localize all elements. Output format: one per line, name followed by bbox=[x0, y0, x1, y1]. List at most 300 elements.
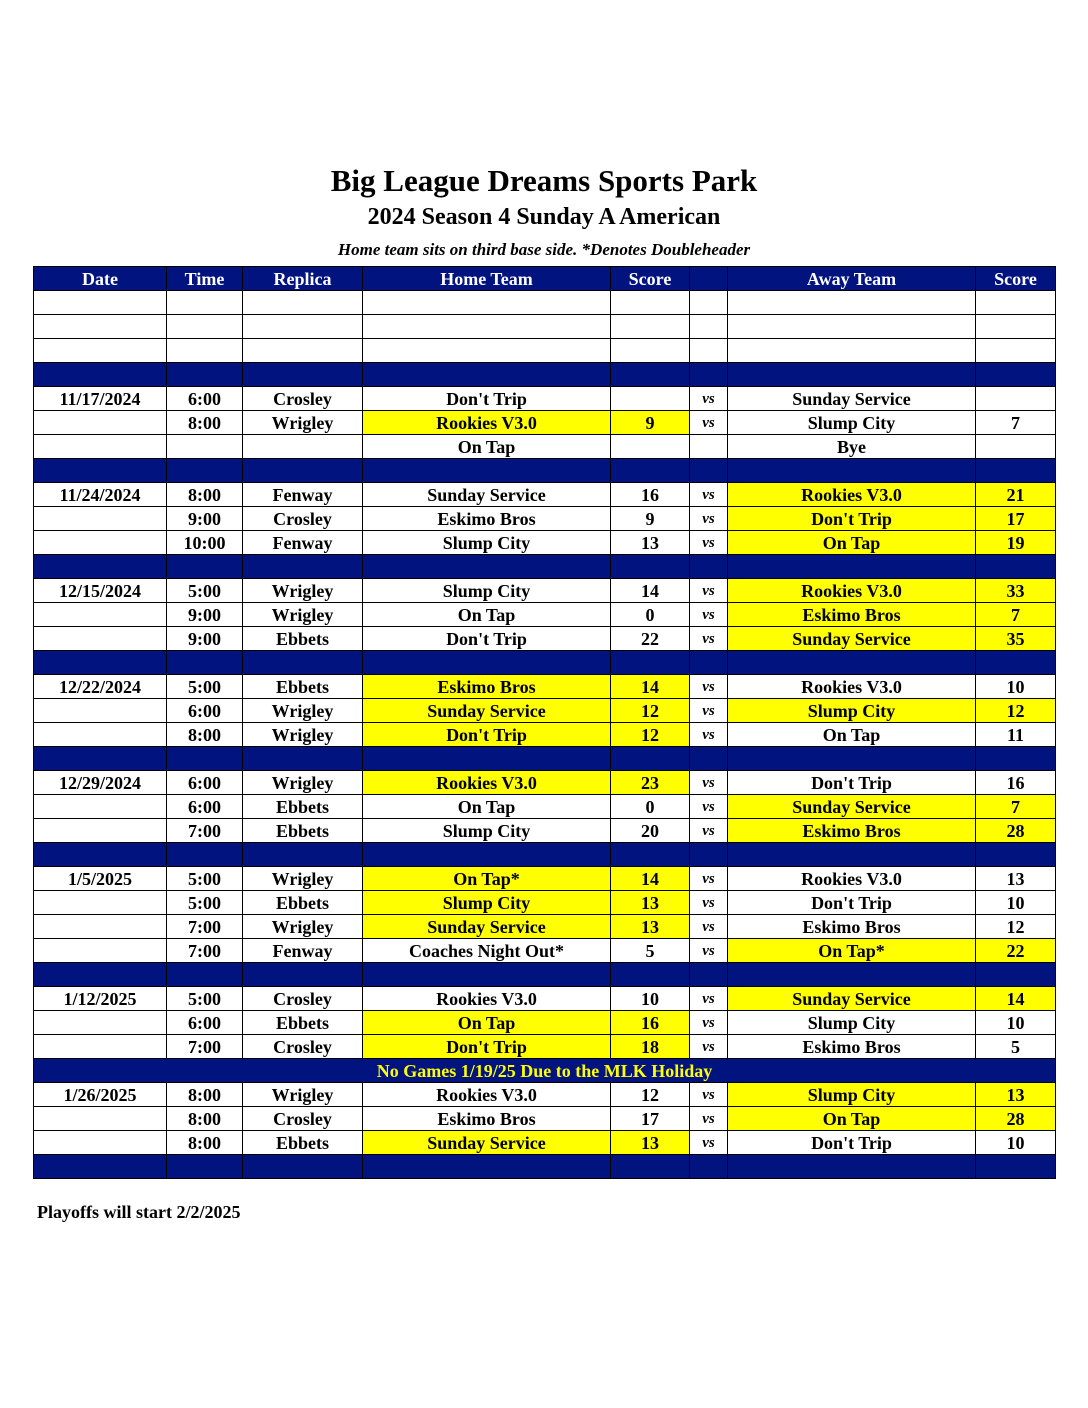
game-row bbox=[34, 915, 1056, 939]
home-score-cell: 9 bbox=[611, 507, 690, 531]
date-cell bbox=[34, 507, 167, 531]
away-team-cell: Eskimo Bros bbox=[728, 915, 976, 939]
separator-cell bbox=[611, 747, 690, 771]
vs-cell: vs bbox=[690, 1107, 728, 1131]
home-score-cell: 20 bbox=[611, 819, 690, 843]
game-row bbox=[34, 1083, 1056, 1107]
replica-cell: Crosley bbox=[243, 1035, 363, 1059]
away-team-cell: Sunday Service bbox=[728, 627, 976, 651]
home-team-cell: On Tap bbox=[363, 1011, 611, 1035]
away-team-cell: Eskimo Bros bbox=[728, 603, 976, 627]
separator-cell bbox=[167, 555, 243, 579]
away-score-cell: 10 bbox=[976, 1131, 1056, 1155]
away-team-cell: Eskimo Bros bbox=[728, 819, 976, 843]
time-cell: 9:00 bbox=[167, 507, 243, 531]
replica-cell: Ebbets bbox=[243, 627, 363, 651]
separator-cell bbox=[34, 363, 167, 387]
home-team-cell: On Tap bbox=[363, 435, 611, 459]
separator-cell bbox=[167, 963, 243, 987]
page-title: Big League Dreams Sports Park bbox=[330, 163, 758, 198]
vs-cell: vs bbox=[690, 483, 728, 507]
date-cell bbox=[34, 435, 167, 459]
blank-cell bbox=[611, 291, 690, 315]
home-team-cell: Slump City bbox=[363, 579, 611, 603]
away-score-cell: 19 bbox=[976, 531, 1056, 555]
time-cell: 10:00 bbox=[167, 531, 243, 555]
time-cell: 8:00 bbox=[167, 723, 243, 747]
date-cell bbox=[34, 603, 167, 627]
separator-cell bbox=[243, 747, 363, 771]
away-score-cell: 21 bbox=[976, 483, 1056, 507]
away-score-cell: 13 bbox=[976, 867, 1056, 891]
separator-cell bbox=[34, 555, 167, 579]
home-team-cell: Don't Trip bbox=[363, 723, 611, 747]
game-row bbox=[34, 771, 1056, 795]
away-score-cell: 12 bbox=[976, 699, 1056, 723]
date-cell: 11/24/2024 bbox=[34, 483, 167, 507]
home-score-cell: 17 bbox=[611, 1107, 690, 1131]
blank-row bbox=[34, 315, 1056, 339]
away-score-cell bbox=[976, 387, 1056, 411]
away-team-cell: Sunday Service bbox=[728, 987, 976, 1011]
col-header-home-score: Score bbox=[611, 267, 690, 291]
away-score-cell: 14 bbox=[976, 987, 1056, 1011]
date-cell: 1/12/2025 bbox=[34, 987, 167, 1011]
away-score-cell: 7 bbox=[976, 795, 1056, 819]
away-score-cell: 16 bbox=[976, 771, 1056, 795]
game-row bbox=[34, 1035, 1056, 1059]
vs-cell: vs bbox=[690, 411, 728, 435]
home-team-cell: Eskimo Bros bbox=[363, 1107, 611, 1131]
home-team-cell: Sunday Service bbox=[363, 915, 611, 939]
col-header-replica: Replica bbox=[243, 267, 363, 291]
separator-cell bbox=[167, 747, 243, 771]
away-team-cell: On Tap* bbox=[728, 939, 976, 963]
blank-cell bbox=[243, 291, 363, 315]
separator-cell bbox=[243, 363, 363, 387]
vs-cell: vs bbox=[690, 1083, 728, 1107]
replica-cell: Crosley bbox=[243, 507, 363, 531]
game-row bbox=[34, 531, 1056, 555]
time-cell: 6:00 bbox=[167, 699, 243, 723]
away-team-cell: Sunday Service bbox=[728, 387, 976, 411]
separator-cell bbox=[34, 459, 167, 483]
home-team-cell: Rookies V3.0 bbox=[363, 771, 611, 795]
home-team-cell: Slump City bbox=[363, 819, 611, 843]
game-row bbox=[34, 627, 1056, 651]
separator-row bbox=[34, 363, 1056, 387]
replica-cell: Fenway bbox=[243, 483, 363, 507]
time-cell: 6:00 bbox=[167, 387, 243, 411]
home-team-cell: Don't Trip bbox=[363, 387, 611, 411]
replica-cell: Ebbets bbox=[243, 675, 363, 699]
home-score-cell: 23 bbox=[611, 771, 690, 795]
blank-cell bbox=[728, 291, 976, 315]
home-team-cell: On Tap bbox=[363, 795, 611, 819]
away-team-cell: Rookies V3.0 bbox=[728, 867, 976, 891]
time-cell: 7:00 bbox=[167, 915, 243, 939]
vs-cell: vs bbox=[690, 939, 728, 963]
game-row bbox=[34, 1107, 1056, 1131]
away-team-cell: Don't Trip bbox=[728, 771, 976, 795]
date-cell: 12/22/2024 bbox=[34, 675, 167, 699]
blank-cell bbox=[728, 315, 976, 339]
separator-row bbox=[34, 747, 1056, 771]
date-cell bbox=[34, 627, 167, 651]
vs-cell: vs bbox=[690, 915, 728, 939]
away-score-cell: 17 bbox=[976, 507, 1056, 531]
separator-cell bbox=[976, 459, 1056, 483]
col-header-time: Time bbox=[167, 267, 243, 291]
time-cell: 7:00 bbox=[167, 939, 243, 963]
separator-cell bbox=[976, 843, 1056, 867]
separator-cell bbox=[728, 651, 976, 675]
time-cell: 5:00 bbox=[167, 675, 243, 699]
date-cell: 12/15/2024 bbox=[34, 579, 167, 603]
separator-cell bbox=[363, 651, 611, 675]
home-score-cell: 16 bbox=[611, 1011, 690, 1035]
separator-row bbox=[34, 459, 1056, 483]
separator-cell bbox=[243, 651, 363, 675]
replica-cell bbox=[243, 435, 363, 459]
home-score-cell: 12 bbox=[611, 723, 690, 747]
blank-row bbox=[34, 291, 1056, 315]
blank-cell bbox=[243, 339, 363, 363]
game-row bbox=[34, 483, 1056, 507]
blank-cell bbox=[167, 315, 243, 339]
home-team-cell: Sunday Service bbox=[363, 1131, 611, 1155]
away-score-cell: 28 bbox=[976, 1107, 1056, 1131]
blank-cell bbox=[728, 339, 976, 363]
separator-cell bbox=[976, 1155, 1056, 1179]
replica-cell: Ebbets bbox=[243, 795, 363, 819]
away-score-cell: 5 bbox=[976, 1035, 1056, 1059]
time-cell: 9:00 bbox=[167, 627, 243, 651]
separator-cell bbox=[167, 1155, 243, 1179]
away-score-cell bbox=[976, 435, 1056, 459]
separator-cell bbox=[976, 363, 1056, 387]
home-score-cell: 13 bbox=[611, 1131, 690, 1155]
schedule-note: Home team sits on third base side. *Denotes Doubleheader bbox=[337, 240, 751, 259]
separator-cell bbox=[167, 363, 243, 387]
header-row bbox=[34, 267, 1056, 291]
separator-cell bbox=[690, 1155, 728, 1179]
separator-cell bbox=[363, 747, 611, 771]
game-row bbox=[34, 1131, 1056, 1155]
game-row bbox=[34, 603, 1056, 627]
time-cell: 5:00 bbox=[167, 891, 243, 915]
away-score-cell: 11 bbox=[976, 723, 1056, 747]
schedule-body bbox=[34, 291, 1056, 1179]
home-score-cell bbox=[611, 435, 690, 459]
separator-cell bbox=[690, 843, 728, 867]
separator-cell bbox=[34, 1155, 167, 1179]
date-cell bbox=[34, 939, 167, 963]
home-score-cell: 10 bbox=[611, 987, 690, 1011]
separator-cell bbox=[363, 963, 611, 987]
vs-cell: vs bbox=[690, 387, 728, 411]
separator-row bbox=[34, 651, 1056, 675]
replica-cell: Wrigley bbox=[243, 915, 363, 939]
date-cell bbox=[34, 1011, 167, 1035]
home-team-cell: Eskimo Bros bbox=[363, 675, 611, 699]
separator-cell bbox=[728, 843, 976, 867]
home-score-cell: 16 bbox=[611, 483, 690, 507]
replica-cell: Wrigley bbox=[243, 699, 363, 723]
separator-cell bbox=[363, 555, 611, 579]
date-cell bbox=[34, 699, 167, 723]
date-cell bbox=[34, 1035, 167, 1059]
game-row bbox=[34, 723, 1056, 747]
vs-cell: vs bbox=[690, 795, 728, 819]
vs-cell: vs bbox=[690, 579, 728, 603]
blank-cell bbox=[167, 291, 243, 315]
vs-cell: vs bbox=[690, 723, 728, 747]
game-row bbox=[34, 435, 1056, 459]
col-header-vs bbox=[690, 267, 728, 291]
replica-cell: Wrigley bbox=[243, 411, 363, 435]
vs-cell bbox=[690, 435, 728, 459]
date-cell bbox=[34, 891, 167, 915]
separator-cell bbox=[243, 1155, 363, 1179]
replica-cell: Wrigley bbox=[243, 603, 363, 627]
blank-cell bbox=[363, 291, 611, 315]
away-team-cell: On Tap bbox=[728, 531, 976, 555]
away-team-cell: On Tap bbox=[728, 723, 976, 747]
game-row bbox=[34, 1011, 1056, 1035]
separator-cell bbox=[690, 363, 728, 387]
col-header-home-team: Home Team bbox=[363, 267, 611, 291]
home-team-cell: Slump City bbox=[363, 891, 611, 915]
separator-cell bbox=[611, 1155, 690, 1179]
separator-cell bbox=[611, 459, 690, 483]
separator-cell bbox=[728, 963, 976, 987]
away-team-cell: On Tap bbox=[728, 1107, 976, 1131]
date-cell bbox=[34, 915, 167, 939]
vs-cell: vs bbox=[690, 531, 728, 555]
time-cell: 5:00 bbox=[167, 579, 243, 603]
replica-cell: Ebbets bbox=[243, 891, 363, 915]
game-row bbox=[34, 579, 1056, 603]
blank-cell bbox=[976, 315, 1056, 339]
away-team-cell: Don't Trip bbox=[728, 1131, 976, 1155]
home-score-cell: 13 bbox=[611, 891, 690, 915]
replica-cell: Crosley bbox=[243, 387, 363, 411]
game-row bbox=[34, 987, 1056, 1011]
away-team-cell: Slump City bbox=[728, 1011, 976, 1035]
separator-cell bbox=[243, 963, 363, 987]
separator-cell bbox=[34, 963, 167, 987]
separator-cell bbox=[611, 963, 690, 987]
time-cell: 8:00 bbox=[167, 1107, 243, 1131]
vs-cell: vs bbox=[690, 987, 728, 1011]
replica-cell: Ebbets bbox=[243, 819, 363, 843]
vs-cell: vs bbox=[690, 699, 728, 723]
home-team-cell: Rookies V3.0 bbox=[363, 1083, 611, 1107]
away-team-cell: Bye bbox=[728, 435, 976, 459]
time-cell: 9:00 bbox=[167, 603, 243, 627]
time-cell: 7:00 bbox=[167, 1035, 243, 1059]
date-cell bbox=[34, 1107, 167, 1131]
replica-cell: Wrigley bbox=[243, 867, 363, 891]
game-row bbox=[34, 819, 1056, 843]
blank-cell bbox=[167, 339, 243, 363]
date-cell: 12/29/2024 bbox=[34, 771, 167, 795]
replica-cell: Wrigley bbox=[243, 771, 363, 795]
away-team-cell: Slump City bbox=[728, 1083, 976, 1107]
game-row bbox=[34, 939, 1056, 963]
col-header-date: Date bbox=[34, 267, 167, 291]
separator-cell bbox=[363, 1155, 611, 1179]
vs-cell: vs bbox=[690, 627, 728, 651]
separator-cell bbox=[611, 651, 690, 675]
time-cell: 7:00 bbox=[167, 819, 243, 843]
separator-cell bbox=[690, 459, 728, 483]
replica-cell: Wrigley bbox=[243, 1083, 363, 1107]
separator-cell bbox=[167, 843, 243, 867]
blank-cell bbox=[34, 315, 167, 339]
game-row bbox=[34, 867, 1056, 891]
time-cell: 8:00 bbox=[167, 483, 243, 507]
blank-cell bbox=[976, 339, 1056, 363]
home-score-cell: 13 bbox=[611, 915, 690, 939]
time-cell: 6:00 bbox=[167, 1011, 243, 1035]
away-team-cell: Rookies V3.0 bbox=[728, 675, 976, 699]
away-score-cell: 12 bbox=[976, 915, 1056, 939]
away-score-cell: 22 bbox=[976, 939, 1056, 963]
separator-cell bbox=[34, 651, 167, 675]
separator-row bbox=[34, 1155, 1056, 1179]
home-team-cell: Eskimo Bros bbox=[363, 507, 611, 531]
vs-cell: vs bbox=[690, 819, 728, 843]
date-cell bbox=[34, 795, 167, 819]
time-cell: 5:00 bbox=[167, 987, 243, 1011]
away-score-cell: 13 bbox=[976, 1083, 1056, 1107]
separator-cell bbox=[976, 747, 1056, 771]
away-team-cell: Rookies V3.0 bbox=[728, 579, 976, 603]
vs-cell: vs bbox=[690, 867, 728, 891]
away-team-cell: Sunday Service bbox=[728, 795, 976, 819]
away-score-cell: 10 bbox=[976, 675, 1056, 699]
blank-row bbox=[34, 339, 1056, 363]
blank-cell bbox=[611, 339, 690, 363]
away-score-cell: 10 bbox=[976, 1011, 1056, 1035]
home-team-cell: Sunday Service bbox=[363, 699, 611, 723]
replica-cell: Crosley bbox=[243, 987, 363, 1011]
replica-cell: Wrigley bbox=[243, 579, 363, 603]
separator-cell bbox=[167, 459, 243, 483]
time-cell bbox=[167, 435, 243, 459]
blank-cell bbox=[690, 291, 728, 315]
vs-cell: vs bbox=[690, 891, 728, 915]
game-row bbox=[34, 507, 1056, 531]
separator-cell bbox=[243, 555, 363, 579]
date-cell: 1/5/2025 bbox=[34, 867, 167, 891]
date-cell bbox=[34, 411, 167, 435]
time-cell: 6:00 bbox=[167, 771, 243, 795]
holiday-notice: No Games 1/19/25 Due to the MLK Holiday bbox=[34, 1059, 1056, 1083]
separator-cell bbox=[976, 555, 1056, 579]
away-score-cell: 35 bbox=[976, 627, 1056, 651]
vs-cell: vs bbox=[690, 1131, 728, 1155]
time-cell: 8:00 bbox=[167, 1131, 243, 1155]
separator-cell bbox=[728, 747, 976, 771]
blank-cell bbox=[690, 315, 728, 339]
separator-cell bbox=[363, 363, 611, 387]
replica-cell: Fenway bbox=[243, 939, 363, 963]
blank-cell bbox=[690, 339, 728, 363]
playoffs-note: Playoffs will start 2/2/2025 bbox=[37, 1202, 241, 1222]
home-team-cell: Rookies V3.0 bbox=[363, 987, 611, 1011]
separator-cell bbox=[728, 1155, 976, 1179]
date-cell: 11/17/2024 bbox=[34, 387, 167, 411]
home-score-cell: 5 bbox=[611, 939, 690, 963]
home-score-cell: 18 bbox=[611, 1035, 690, 1059]
blank-cell bbox=[34, 339, 167, 363]
schedule-table bbox=[33, 266, 1056, 1179]
date-cell bbox=[34, 531, 167, 555]
separator-cell bbox=[690, 555, 728, 579]
away-team-cell: Eskimo Bros bbox=[728, 1035, 976, 1059]
separator-cell bbox=[728, 555, 976, 579]
date-cell: 1/26/2025 bbox=[34, 1083, 167, 1107]
separator-cell bbox=[690, 963, 728, 987]
away-score-cell: 7 bbox=[976, 603, 1056, 627]
home-team-cell: Don't Trip bbox=[363, 627, 611, 651]
vs-cell: vs bbox=[690, 771, 728, 795]
home-team-cell: On Tap bbox=[363, 603, 611, 627]
home-score-cell: 14 bbox=[611, 675, 690, 699]
home-score-cell: 13 bbox=[611, 531, 690, 555]
replica-cell: Crosley bbox=[243, 1107, 363, 1131]
away-score-cell: 7 bbox=[976, 411, 1056, 435]
away-team-cell: Don't Trip bbox=[728, 891, 976, 915]
blank-cell bbox=[243, 315, 363, 339]
time-cell: 6:00 bbox=[167, 795, 243, 819]
away-team-cell: Slump City bbox=[728, 699, 976, 723]
separator-cell bbox=[611, 843, 690, 867]
home-score-cell: 0 bbox=[611, 603, 690, 627]
away-team-cell: Slump City bbox=[728, 411, 976, 435]
separator-cell bbox=[34, 843, 167, 867]
away-team-cell: Don't Trip bbox=[728, 507, 976, 531]
away-score-cell: 10 bbox=[976, 891, 1056, 915]
game-row bbox=[34, 699, 1056, 723]
away-score-cell: 28 bbox=[976, 819, 1056, 843]
page-subtitle: 2024 Season 4 Sunday A American bbox=[367, 204, 721, 230]
date-cell bbox=[34, 819, 167, 843]
home-score-cell: 12 bbox=[611, 699, 690, 723]
game-row bbox=[34, 675, 1056, 699]
time-cell: 8:00 bbox=[167, 411, 243, 435]
game-row bbox=[34, 795, 1056, 819]
date-cell bbox=[34, 1131, 167, 1155]
separator-cell bbox=[728, 459, 976, 483]
replica-cell: Fenway bbox=[243, 531, 363, 555]
vs-cell: vs bbox=[690, 507, 728, 531]
blank-cell bbox=[363, 339, 611, 363]
separator-cell bbox=[611, 555, 690, 579]
col-header-away-score: Score bbox=[976, 267, 1056, 291]
separator-row bbox=[34, 555, 1056, 579]
vs-cell: vs bbox=[690, 1011, 728, 1035]
home-score-cell bbox=[611, 387, 690, 411]
home-score-cell: 9 bbox=[611, 411, 690, 435]
home-team-cell: Coaches Night Out* bbox=[363, 939, 611, 963]
away-team-cell: Rookies V3.0 bbox=[728, 483, 976, 507]
home-score-cell: 0 bbox=[611, 795, 690, 819]
replica-cell: Ebbets bbox=[243, 1011, 363, 1035]
